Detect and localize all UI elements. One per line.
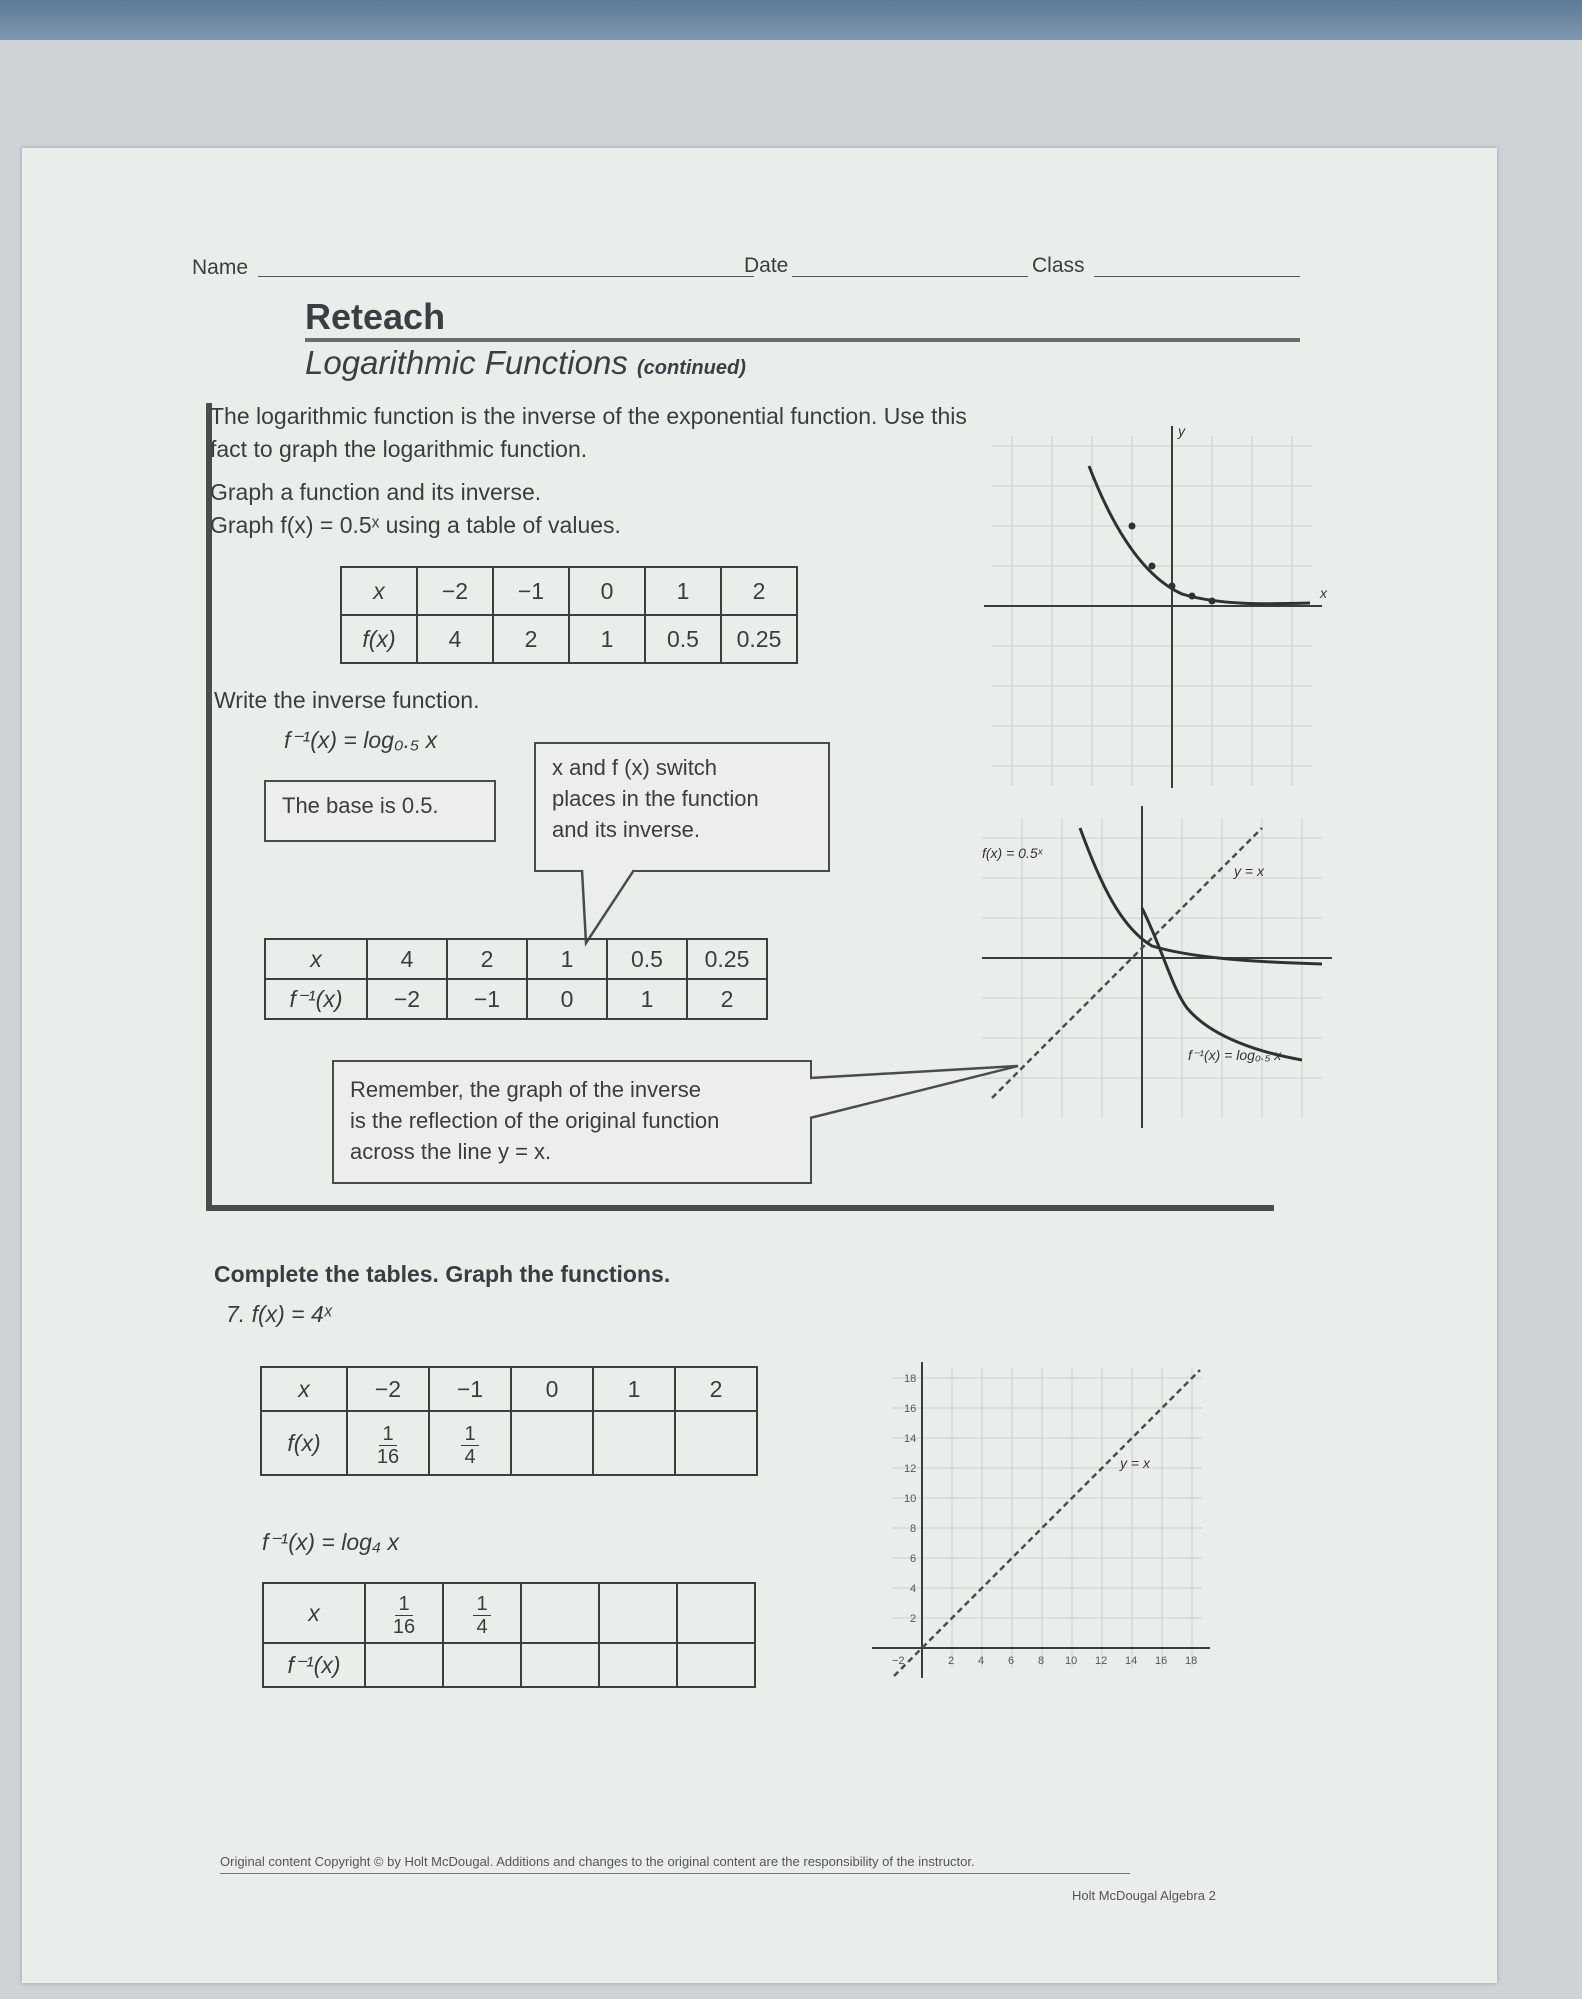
callout-remember: Remember, the graph of the inverse is the reflection of the original function across the line y = x. (332, 1060, 812, 1184)
label-finv: f⁻¹(x) = log₀.₅ x (1188, 1047, 1282, 1063)
cell-fx-neg2[interactable]: $\frac{1}{16}$ (347, 1411, 429, 1475)
svg-text:16: 16 (1155, 1655, 1168, 1667)
svg-text:6: 6 (910, 1553, 917, 1565)
page-subtitle (305, 344, 746, 382)
svg-text:2: 2 (910, 1613, 917, 1625)
label-yx: y = x (1234, 863, 1264, 879)
label-yx-2: y = x (1120, 1455, 1150, 1471)
table-header-fx: f(x) (341, 615, 417, 663)
svg-text:2: 2 (948, 1655, 955, 1667)
worksheet-page (22, 148, 1497, 1983)
table-header-x: x (341, 567, 417, 615)
svg-text:8: 8 (910, 1523, 917, 1535)
cell-x-4[interactable] (599, 1583, 677, 1643)
values-table-f: x −2 −1 0 1 2 f(x) 4 2 1 0.5 0.25 (340, 566, 798, 664)
graph-inverse (962, 798, 1342, 1138)
cell-x-5[interactable] (677, 1583, 755, 1643)
write-inverse-text: Write the inverse function. (214, 687, 480, 713)
date-line (792, 276, 1028, 277)
cell-x-1-4: $\frac{1}{4}$ (443, 1583, 521, 1643)
footer-copyright: Original content Copyright © by Holt McDougal. Additions and changes to the original content are the responsibility of the instructor. (220, 1854, 1130, 1874)
title-rule (305, 338, 1300, 342)
exercise-heading: Complete the tables. Graph the functions. (214, 1261, 671, 1287)
callout-base: The base is 0.5. (264, 780, 496, 842)
cell-fx-0[interactable] (511, 1411, 593, 1475)
page-title: Reteach (305, 296, 446, 337)
callout-switch: x and f (x) switch places in the function and its inverse. (534, 742, 830, 872)
svg-text:4: 4 (910, 1583, 917, 1595)
line-y-equals-x-2 (894, 1370, 1200, 1676)
graph-exponential (972, 416, 1332, 796)
class-line (1094, 276, 1300, 277)
svg-text:14: 14 (1125, 1655, 1138, 1667)
cell-fx-1[interactable] (593, 1411, 675, 1475)
cell-fx-neg1[interactable]: $\frac{1}{4}$ (429, 1411, 511, 1475)
inverse-equation-2: f⁻¹(x) = log₄ x (262, 1529, 400, 1555)
values-table-inverse: x 4 2 1 0.5 0.25 f⁻¹(x) −2 −1 0 1 2 (264, 938, 768, 1020)
cell-fx-2[interactable] (675, 1411, 757, 1475)
svg-text:18: 18 (1185, 1655, 1198, 1667)
svg-text:6: 6 (1008, 1655, 1015, 1667)
svg-text:16: 16 (904, 1403, 917, 1415)
svg-text:12: 12 (1095, 1655, 1108, 1667)
exercise-table-f: x −2 −1 0 1 2 f(x) $\frac{1}{16}$ $\frac{1}{4}$ (260, 1366, 758, 1476)
cell-x-1-16: $\frac{1}{16}$ (365, 1583, 443, 1643)
svg-text:12: 12 (904, 1463, 917, 1475)
subtitle-text: Logarithmic Functions (305, 344, 628, 381)
exp-curve (1089, 466, 1310, 604)
exp-curve-2 (1080, 828, 1322, 964)
exercise-item: 7. f(x) = 4ˣ (226, 1301, 332, 1327)
inverse-equation: f⁻¹(x) = log₀.₅ x (284, 727, 438, 753)
y-axis-label: y (1178, 423, 1185, 439)
svg-text:14: 14 (904, 1433, 917, 1445)
class-label: Class (1032, 254, 1085, 277)
window-top-bar (0, 0, 1582, 40)
cell-x-3[interactable] (521, 1583, 599, 1643)
subtitle-note: (continued) (637, 357, 746, 379)
date-label: Date (744, 254, 789, 277)
intro-text: The logarithmic function is the inverse of the exponential function. Use this fact to graph the logarithmic function. (210, 403, 967, 462)
example-box-bottom-border (206, 1205, 1274, 1211)
svg-text:18: 18 (904, 1373, 917, 1385)
svg-text:4: 4 (978, 1655, 985, 1667)
step1-text: Graph a function and its inverse. Graph f(x) = 0.5ˣ using a table of values. (210, 479, 621, 538)
footer-book: Holt McDougal Algebra 2 (1072, 1888, 1216, 1903)
x-axis-label: x (1320, 585, 1327, 601)
svg-text:8: 8 (1038, 1655, 1045, 1667)
exercise-table-inverse: x $\frac{1}{16}$ $\frac{1}{4}$ f⁻¹(x) (262, 1582, 756, 1688)
label-fx: f(x) = 0.5ˣ (982, 845, 1043, 861)
graph-exercise (852, 1348, 1222, 1708)
svg-text:10: 10 (1065, 1655, 1078, 1667)
name-label: Name (192, 256, 249, 279)
svg-text:10: 10 (904, 1493, 917, 1505)
svg-text:−2: −2 (892, 1655, 905, 1667)
callout-switch-pointer (562, 868, 682, 948)
name-line (258, 276, 754, 277)
